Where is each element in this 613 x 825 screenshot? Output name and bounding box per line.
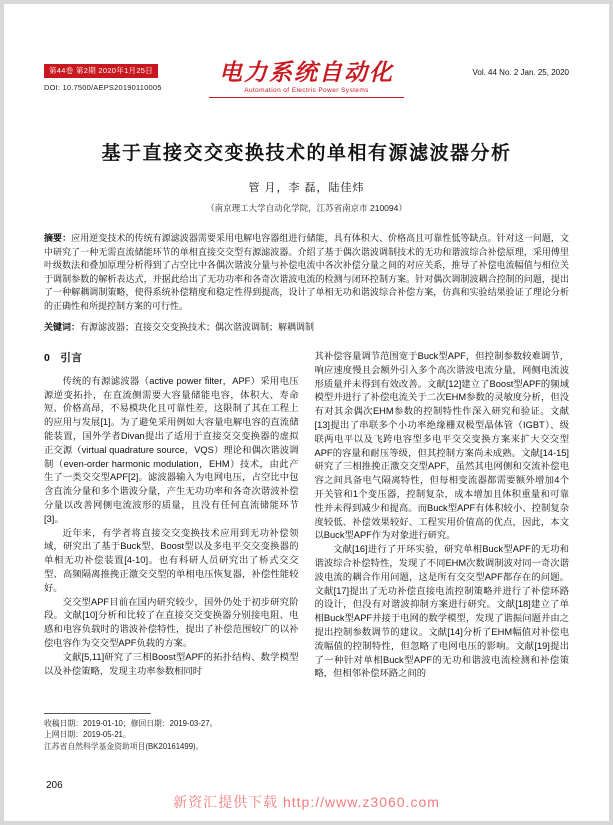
abstract-label: 摘要： xyxy=(44,233,72,243)
page-number: 206 xyxy=(46,780,63,791)
body-paragraph: 交交型APF目前在国内研究较少，国外仍处于初步研究阶段。文献[10]分析和比较了在直接交交变换器分别接电阻、电感和电容负载时的谐波补偿特性，提出了补偿范围较广的以补偿电容作为交交型APF负载的方案。 xyxy=(44,596,299,648)
doi-text: DOI: 10.7500/AEPS20190110005 xyxy=(44,83,162,92)
footnote-block xyxy=(44,713,299,755)
left-column xyxy=(44,350,299,754)
footnote-funding: 江苏省自然科学基金资助项目(BK20161499)。 xyxy=(44,741,204,751)
journal-header xyxy=(44,60,569,98)
abstract-text: 应用逆变技术的传统有源滤波器需要采用电解电容器组进行储能，具有体积大、价格高且可靠性低等缺点。针对这一问题，文中研究了一种无需直流储能环节的单相直接交交型有源滤波器。介绍了基于偶次谐波调制技术的无功和谐波综合补偿原理，采用傅里叶级数法和叠加原理分析得到了占空比中各偶次谐波分量与补偿电流中各次补偿分量之间的对应关系，推导了补偿电流幅值与相位关于调制参数的解析表达式，并据此给出了无功功率和各奇次谐波电流的检测与闭环控制方案。针对偶次调制波耦合控制的问题，提出了一种解耦调制策略，使得系统补偿精度和稳定性得到提高，设计了单相无功和谐波综合补偿方案，仿真和实验结果验证了理论分析的正确性和所提控制方案的可行性。 xyxy=(44,233,569,311)
article-affiliation: （南京理工大学自动化学院，江苏省南京市 210094） xyxy=(206,203,407,213)
issue-info-english: Vol. 44 No. 2 Jan. 25, 2020 xyxy=(472,68,569,77)
journal-name-english: Automation of Electric Power Systems xyxy=(244,87,369,94)
article-title: 基于直接交交变换技术的单相有源滤波器分析 xyxy=(101,143,512,164)
article-authors: 管 月，李 磊，陆佳炜 xyxy=(248,182,365,194)
right-column xyxy=(315,350,570,754)
watermark-text: 新资汇提供下载 http://www.z3060.com xyxy=(173,794,440,810)
body-paragraph: 近年来，有学者将直接交交变换技术应用到无功补偿领域，研究出了基于Buck型、Boost型以及多电平交交变换器的单相无功补偿装置[4-10]。也有科研人员研究出了桥式交交型、高频隔离推挽正激交交型的单相电压恢复器，补偿性能较好。 xyxy=(44,527,299,593)
keywords-block xyxy=(44,321,569,334)
journal-logo-block xyxy=(209,60,404,98)
abstract-block xyxy=(44,232,569,313)
keywords-text: 有源滤波器；直接交交变换技术；偶次谐波调制；解耦调制 xyxy=(80,322,315,332)
body-paragraph: 传统的有源滤波器（active power filter，APF）采用电压源逆变拓扑，在直流侧需要大容量储能电容，体积大、寿命短、价格高昂，不易模块化且可靠性差，这限制了其在工程上的应用与发展[1]。为了避免采用例如大容量电解电容的直流储能装置，国外学者Divan提出了适用于直接交交变换器的虚拟正交源（virtual quadrature source，VQS）理论和偶次谐波调制（even-order harmonic modulation，EHM）技术，由此产生了一类交交型APF[2]。滤波器输入为电网电压，占空比中包含直流分量和多个谐波分量，产生无功功率和各奇次谐波补偿分量以改善网侧电流波形的质量，且没有任何直流储能环节[3]。 xyxy=(44,375,299,524)
keywords-label: 关键词： xyxy=(44,322,81,332)
header-left xyxy=(44,60,209,92)
section-title: 引言 xyxy=(60,352,83,364)
body-paragraph: 文献[16]进行了开环实验，研究单相Buck型APF的无功和谐波综合补偿特性，发现了不同EHM次数调制波对同一奇次谐波电流的耦合作用问题，这是所有交交型APF都存在的问题。文献[17]提出了无功补偿直接电流控制策略并进行了补偿环路的设计，但没有对谐波抑制方案进行研究。文献[18]建立了单相Buck型APF并接于电网的数学模型，发现了谐振问题并由之提出控制参数调节的建议。文献[14]分析了EHM幅值对补偿电流幅值的控制特性，但忽略了电网电压的影响。文献[19]提出了一种针对单相Buck型APF的无功和谐波电流检测和补偿策略，但相邻补偿环路之间的 xyxy=(314,544,569,679)
body-paragraph: 文献[5,11]研究了三相Boost型APF的拓扑结构、数学模型以及补偿策略，发现主功率参数相同时 xyxy=(44,651,299,676)
body-paragraph: 其补偿容量调节范围宽于Buck型APF，但控制参数较难调节，响应速度慢且会额外引入多个高次谐波电流分量，网侧电流波形质量并未得到有效改善。文献[12]建立了Boost型APF的频域模型并进行了补偿电流关于二次EHM参数的灵敏度分析，但没有对其余偶次EHM参数的控制特性作深入研究和验证。文献[13]提出了串联多个小功率绝缘栅双极型晶体管（IGBT）、级联两电平以及飞跨电容型多电平交交变换方案来扩大交交型APF的容量和耐压等级，但其控制方案尚未成熟。文献[14-15]研究了三相推挽正激交交型APF，虽然其电网侧和交流补偿电容之间具备电气隔离特性，但每相变流器都需要额外增加4个开关管和1个变压器，控制复杂，成本增加且体积重量和可靠性并未得到减少和提高。而Buck型APF有体积较小、控制复杂度较低、补偿效果较好、工程实用价值高的优点，因此，本文以Buck型APF作为对象进行研究。 xyxy=(314,351,569,541)
paper-page xyxy=(4,4,609,821)
issue-badge: 第44卷 第2期 2020年1月25日 xyxy=(44,64,158,78)
footnote-rule xyxy=(44,713,151,714)
section-heading-introduction xyxy=(44,352,299,366)
footnote-online-date: 上网日期：2019-05-21。 xyxy=(44,730,131,739)
body-columns xyxy=(44,350,569,754)
footnote-received-date: 收稿日期：2019-01-10；修回日期：2019-03-27。 xyxy=(44,718,218,728)
section-number: 0 xyxy=(44,352,51,364)
journal-logo: 电力系统自动化 xyxy=(219,60,394,85)
